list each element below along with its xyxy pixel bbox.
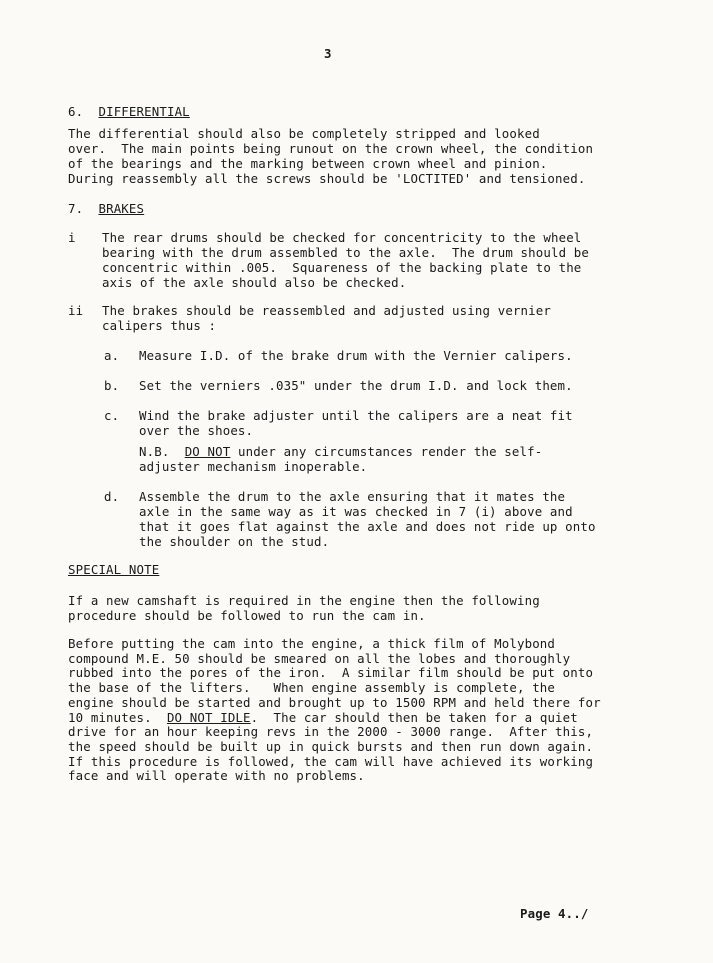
line-rest: . The car should then be taken for a quiet [250,709,578,725]
brakes-heading-title: BRAKES [98,201,145,216]
paragraph-line: engine should be started and brought up to 1500 RPM and held there for [68,694,601,710]
item-i-marker: i [68,230,76,245]
paragraph-line: over the shoes. [139,423,254,438]
special-note-heading: SPECIAL NOTE [68,562,160,577]
nb-note [139,444,542,474]
page-footer: Page 4../ [520,906,589,921]
special-note-paragraph-1 [68,593,540,623]
paragraph-line: The brakes should be reassembled and adjusted using vernier [102,303,551,318]
paragraph-line: the shoulder on the stud. [139,534,330,549]
paragraph-line: If this procedure is followed, the cam will have achieved its working [68,753,594,769]
sub-b-marker: b. [104,378,120,393]
paragraph-line: The rear drums should be checked for concentricity to the wheel [102,230,582,245]
paragraph-line: drive for an hour keeping revs in the 2000 - 3000 range. After this, [68,724,594,740]
sub-d-marker: d. [104,489,120,504]
paragraph-line: axis of the axle should also be checked. [102,275,407,290]
item-ii-text [102,303,551,333]
paragraph-line: Assemble the drum to the axle ensuring that it mates the [139,489,566,504]
sub-d-text [139,489,596,549]
brakes-heading [68,201,144,216]
paragraph-line: procedure should be followed to run the cam in. [68,608,426,623]
paragraph-line: The differential should also be completely stripped and looked [68,126,540,141]
paragraph-line: concentric within .005. Squareness of the backing plate to the [102,260,582,275]
nb-emphasis: DO NOT [184,444,231,459]
differential-heading [68,104,190,119]
paragraph-line: the base of the lifters. When engine assembly is complete, the [68,680,556,696]
paragraph-line: that it goes flat against the axle and does not ride up onto [139,519,596,534]
line-prefix: 10 minutes. [68,709,167,725]
sub-a-text: Measure I.D. of the brake drum with the Vernier calipers. [139,348,573,363]
nb-line2: adjuster mechanism inoperable. [139,459,368,474]
paragraph-line: calipers thus : [102,318,217,333]
page-number: 3 [324,46,332,61]
paragraph-line: of the bearings and the marking between crown wheel and pinion. [68,156,548,171]
paragraph-line: face and will operate with no problems. [68,768,365,784]
item-i-text [102,230,589,290]
sub-b-text: Set the verniers .035" under the drum I.D. and lock them. [139,378,573,393]
brakes-heading-number: 7. [68,201,84,216]
nb-prefix: N.B. [139,444,170,459]
paragraph-line: over. The main points being runout on the crown wheel, the condition [68,141,594,156]
sub-a-marker: a. [104,348,120,363]
paragraph-line: Wind the brake adjuster until the calipers are a neat fit [139,408,573,423]
do-not-idle-emphasis: DO NOT IDLE [166,709,251,725]
differential-heading-number: 6. [68,104,84,119]
differential-heading-title: DIFFERENTIAL [98,104,190,119]
item-ii-marker: ii [68,303,84,318]
paragraph-line [68,711,601,726]
paragraph-line: If a new camshaft is required in the engine then the following [68,593,540,608]
sub-c-text [139,408,573,438]
paragraph-line: rubbed into the pores of the iron. A similar film should be put onto [68,665,594,681]
differential-paragraph [68,126,593,186]
paragraph-line: axle in the same way as it was checked in 7 (i) above and [139,504,573,519]
nb-rest: under any circumstances render the self- [230,444,543,459]
sub-c-marker: c. [104,408,120,423]
paragraph-line: bearing with the drum assembled to the axle. The drum should be [102,245,590,260]
paragraph-line: Before putting the cam into the engine, a thick film of Molybond [68,636,556,651]
paragraph-line: the speed should be built up in quick bursts and then run down again. [68,738,594,754]
paragraph-line: During reassembly all the screws should be 'LOCTITED' and tensioned. [68,171,586,186]
paragraph-line: compound M.E. 50 should be smeared on all the lobes and thoroughly [68,650,571,666]
special-note-paragraph-2 [68,637,601,784]
